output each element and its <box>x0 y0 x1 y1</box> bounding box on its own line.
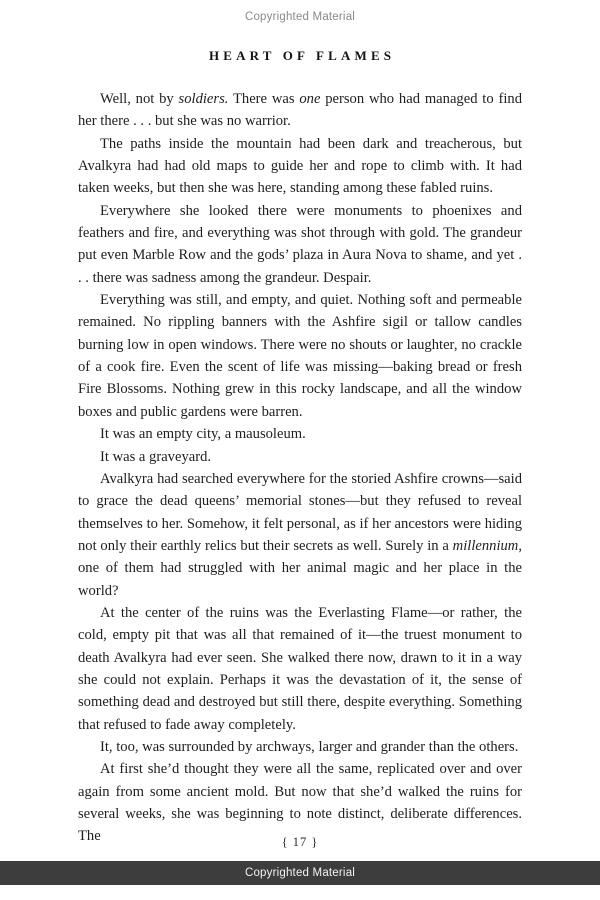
paragraph: It was a graveyard. <box>100 448 212 465</box>
paragraph: Avalkyra had searched everywhere for the storied Ashfire crowns—said to grace the dead queens’ memorial stones—but they refused to reveal themselves to her. Somehow, it felt personal, as if her ancestors were hiding not only their earthly relics but their secrets as well. Surely in a millennium, one of them had struggled with her animal magic and her place in the world? <box>78 470 522 599</box>
book-title: HEART OF FLAMES <box>208 48 396 63</box>
paragraph: It, too, was surrounded by archways, larger and grander than the others. <box>100 738 519 755</box>
copyright-notice-bottom: Copyrighted Material <box>244 867 356 879</box>
body-text <box>78 88 522 848</box>
copyright-notice-top: Copyrighted Material <box>244 11 356 23</box>
paragraph: Well, not by soldiers. There was one person who had managed to find her there . . . but she was no warrior. <box>78 91 522 130</box>
paragraph: The paths inside the mountain had been dark and treacherous, but Avalkyra had had old maps to guide her and rope to climb with. It had taken weeks, but then she was here, standing among these fabled ruins. <box>78 135 522 197</box>
paragraph: At first she’d thought they were all the same, replicated over and over again from some ancient mold. But now that she’d walked the ruins for several weeks, she was beginning to note distinct, deliberate differences. The <box>78 761 522 845</box>
paragraph: Everywhere she looked there were monuments to phoenixes and feathers and fire, and everything was shot through with gold. The grandeur put even Marble Row and the gods’ plaza in Aura Nova to shame, and yet . . . there was sadness among the grandeur. Despair. <box>78 202 522 286</box>
paragraph: Everything was still, and empty, and quiet. Nothing soft and permeable remained. No rippling banners with the Ashfire sigil or tallow candles burning low in open windows. There were no shouts or laughter, no crackle of a cook fire. Even the scent of life was missing—baking bread or fresh Fire Blossoms. Nothing grew in this rocky landscape, and all the window boxes and public gardens were barren. <box>78 292 522 420</box>
paragraph: It was an empty city, a mausoleum. <box>100 426 306 443</box>
copyright-bar <box>0 861 600 885</box>
page-number: { 17 } <box>281 835 319 849</box>
paragraph: At the center of the ruins was the Everlasting Flame—or rather, the cold, empty pit that was all that remained of it—the truest monument to death Avalkyra had ever seen. She walked there now, drawn to it in a way she could not explain. Perhaps it was the devastation of it, the sense of something dead and destroyed but still there, despite everything. Something that refused to fade away completely. <box>78 604 522 733</box>
